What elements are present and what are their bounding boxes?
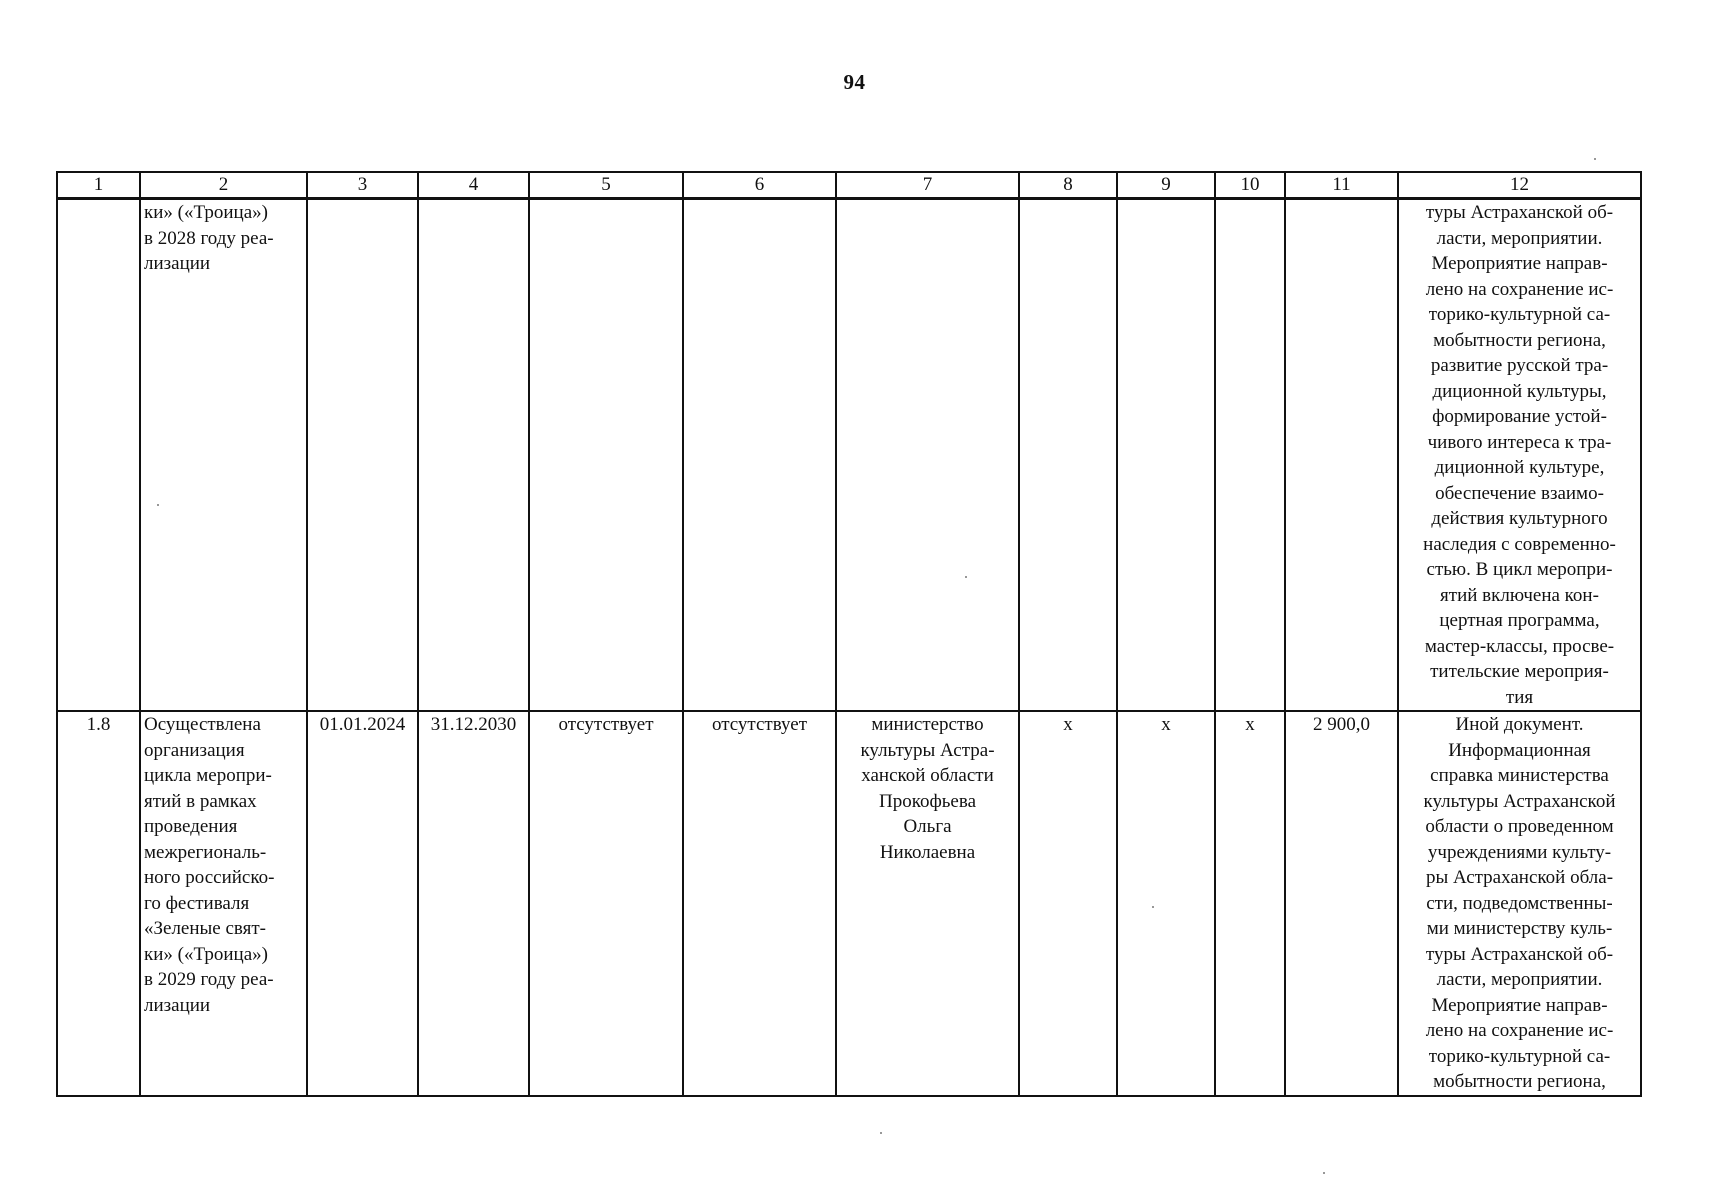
- header-col-3: 3: [307, 172, 418, 199]
- amount-cell: 2 900,0: [1285, 711, 1398, 1096]
- result-name: ки» («Троица») в 2028 году реа- лизации: [144, 202, 274, 274]
- page-number: 94: [843, 70, 866, 94]
- document-description-cell: [1398, 711, 1641, 1096]
- end-date-cell: 31.12.2030: [418, 711, 529, 1096]
- plan-table: [56, 171, 1642, 1097]
- responsible-cell: [836, 199, 1019, 712]
- table-row: [57, 711, 1641, 1096]
- start-date-cell: 01.01.2024: [307, 711, 418, 1096]
- header-col-10: 10: [1215, 172, 1285, 199]
- document-description: Иной документ. Информационная справка министерства культуры Астраханской области о проведенном учреждениями культу- ры Астраханской обла- сти, подведомственны- ми министерству куль- туры Астраханской об- ласти, мероприятии. Мероприятие направ- лено на сохранение ис- торико-культурной са- мобытности региона,: [1423, 714, 1616, 1092]
- col8-cell: х: [1019, 711, 1117, 1096]
- col10-cell: [1215, 199, 1285, 712]
- col9-cell: х: [1117, 711, 1215, 1096]
- amount-cell: [1285, 199, 1398, 712]
- col5-cell: [529, 199, 683, 712]
- col6-cell: [683, 199, 836, 712]
- header-col-8: 8: [1019, 172, 1117, 199]
- result-name: Осуществлена организация цикла меропри- ятий в рамках проведения межрегиональ- ного российско- го фестиваля «Зеленые свят- ки» («Троица») в 2029 году реа- лизации: [144, 714, 275, 1016]
- scan-speck: [157, 504, 159, 506]
- end-date-cell: [418, 199, 529, 712]
- col5-cell: отсутствует: [529, 711, 683, 1096]
- col6-cell: отсутствует: [683, 711, 836, 1096]
- scan-speck: [1152, 906, 1154, 908]
- header-col-11: 11: [1285, 172, 1398, 199]
- scan-speck: [1594, 158, 1596, 160]
- header-col-2: 2: [140, 172, 307, 199]
- result-name-cell: [140, 199, 307, 712]
- table-header-row: [57, 172, 1641, 199]
- row-number: 1.8: [57, 711, 140, 1096]
- header-col-5: 5: [529, 172, 683, 199]
- start-date-cell: [307, 199, 418, 712]
- header-col-7: 7: [836, 172, 1019, 199]
- row-number: [57, 199, 140, 712]
- table-row: [57, 199, 1641, 712]
- scan-speck: [880, 1132, 882, 1134]
- header-col-4: 4: [418, 172, 529, 199]
- scan-speck: [965, 576, 967, 578]
- col10-cell: х: [1215, 711, 1285, 1096]
- header-col-12: 12: [1398, 172, 1641, 199]
- col8-cell: [1019, 199, 1117, 712]
- result-name-cell: [140, 711, 307, 1096]
- header-col-9: 9: [1117, 172, 1215, 199]
- scan-speck: [1323, 1172, 1325, 1174]
- col9-cell: [1117, 199, 1215, 712]
- header-col-1: 1: [57, 172, 140, 199]
- header-col-6: 6: [683, 172, 836, 199]
- responsible-cell: министерство культуры Астра- ханской области Прокофьева Ольга Николаевна: [836, 711, 1019, 1096]
- document-description-cell: [1398, 199, 1641, 712]
- document-description: туры Астраханской об- ласти, мероприятии. Мероприятие направ- лено на сохранение ис- торико-культурной са- мобытности региона, развитие русской тра- диционной культуры, формирование устой- чивого интереса к тра- диционной культуре, обеспечение взаимо- действия культурного наследия с современно- стью. В цикл меропри- ятий включена кон- цертная программа, мастер-классы, просве- тительские мероприя- тия: [1423, 202, 1616, 708]
